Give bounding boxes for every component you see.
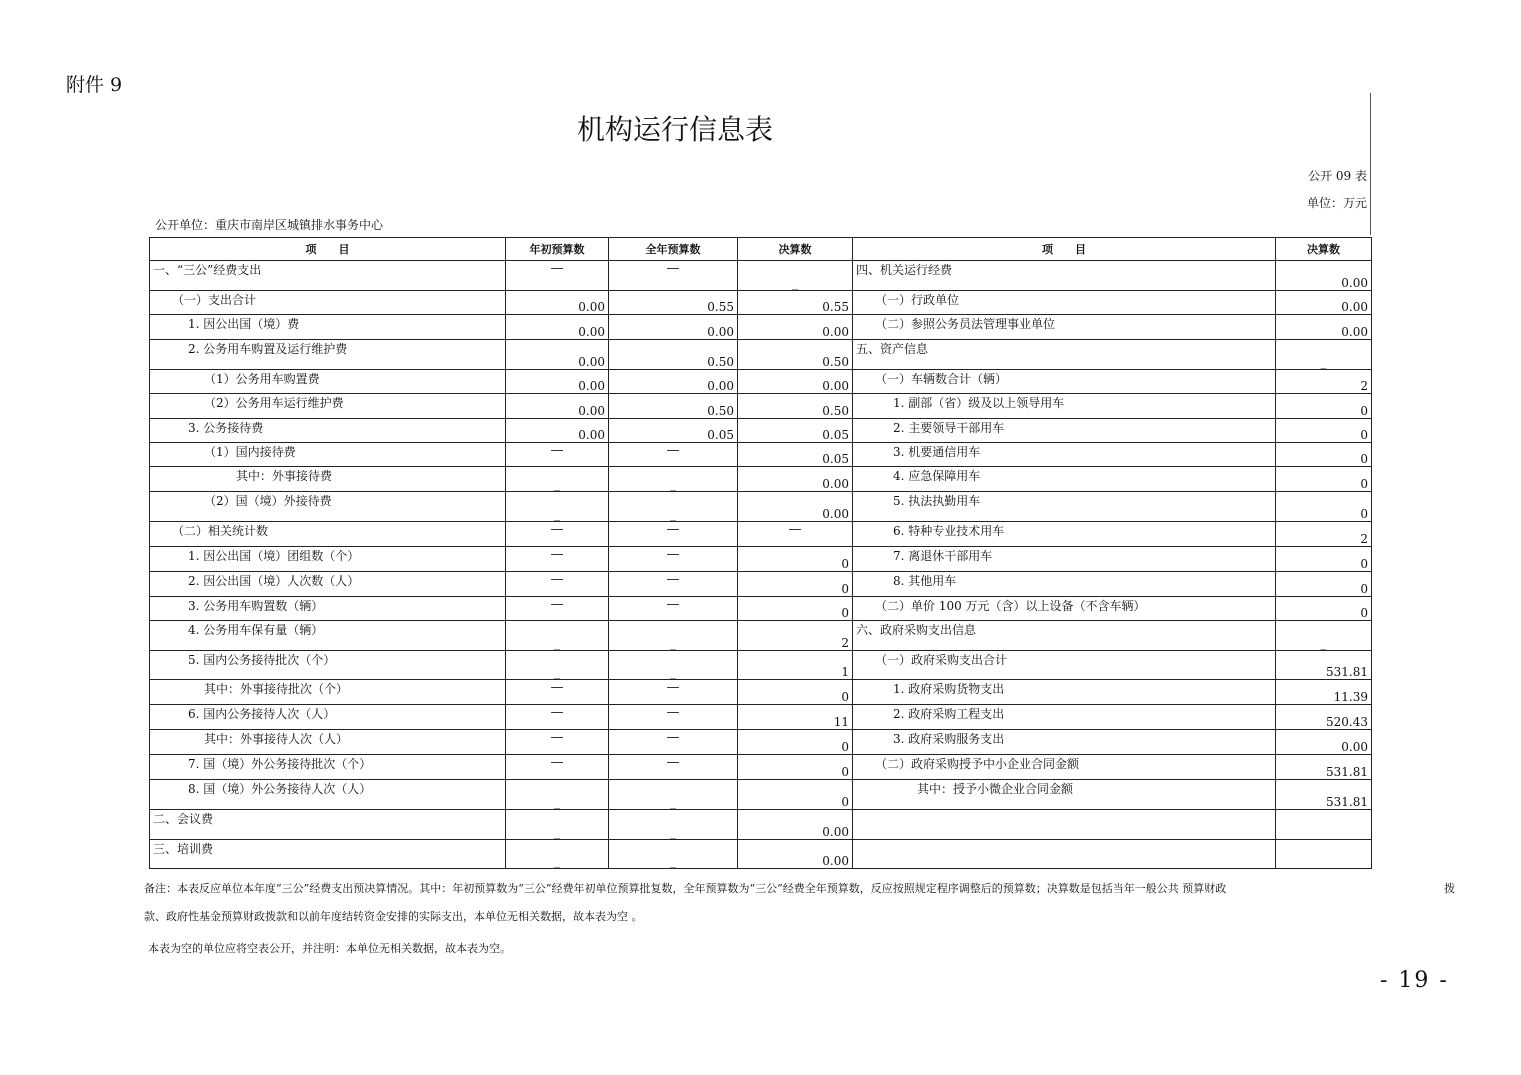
row-budget-full: — — [609, 705, 738, 730]
row-budget-initial: 0.00 — [506, 394, 609, 419]
row-budget-initial: _ — [506, 621, 609, 651]
row-right-final — [1276, 840, 1372, 869]
row-right-item-label: 1. 政府采购货物支出 — [853, 680, 1276, 705]
row-right-final: _ — [1276, 621, 1372, 651]
row-budget-full: — — [609, 680, 738, 705]
row-final: 0 — [738, 680, 853, 705]
row-right-final: 520.43 — [1276, 705, 1372, 730]
table-row — [150, 492, 1372, 522]
row-item-label: 7. 国（境）外公务接待批次（个） — [150, 755, 506, 780]
row-final: 0.05 — [738, 443, 853, 467]
row-final: 0 — [738, 730, 853, 755]
row-right-item-label: 2. 主要领导干部用车 — [853, 419, 1276, 443]
row-final: 0.55 — [738, 291, 853, 315]
row-item-label: 3. 公务用车购置数（辆） — [150, 597, 506, 621]
row-right-item-label: 4. 应急保障用车 — [853, 467, 1276, 492]
row-right-final: _ — [1276, 340, 1372, 370]
row-budget-initial: — — [506, 547, 609, 572]
row-right-item-label: （一）车辆数合计（辆） — [853, 370, 1276, 394]
note-line-2: 款、政府性基金预算财政拨款和以前年度结转资金安排的实际支出，本单位无相关数据，故本表为空 。 — [144, 910, 643, 923]
table-row — [150, 755, 1372, 780]
row-right-item-label: 五、资产信息 — [853, 340, 1276, 370]
row-budget-full: — — [609, 597, 738, 621]
page-number: - 19 - — [1380, 968, 1449, 993]
row-right-final: 0 — [1276, 597, 1372, 621]
organization-label: 公开单位：重庆市南岸区城镇排水事务中心 — [155, 218, 384, 232]
row-budget-full: 0.00 — [609, 315, 738, 340]
row-budget-full: _ — [609, 467, 738, 492]
table-row — [150, 810, 1372, 840]
note-line-1 — [144, 880, 1464, 896]
table-row — [150, 340, 1372, 370]
row-budget-full: — — [609, 547, 738, 572]
row-item-label: 二、会议费 — [150, 810, 506, 840]
row-right-item-label: 其中：授予小微企业合同金额 — [853, 780, 1276, 810]
row-item-label: （一）支出合计 — [150, 291, 506, 315]
row-final: _ — [738, 261, 853, 291]
row-right-item-label — [853, 810, 1276, 840]
table-row — [150, 467, 1372, 492]
row-budget-initial: — — [506, 572, 609, 597]
row-final: 0 — [738, 597, 853, 621]
row-item-label: 6. 国内公务接待人次（人） — [150, 705, 506, 730]
info-table — [149, 237, 1372, 869]
row-right-item-label — [853, 840, 1276, 869]
row-budget-full: — — [609, 755, 738, 780]
row-right-final: 0 — [1276, 572, 1372, 597]
row-right-item-label: 3. 政府采购服务支出 — [853, 730, 1276, 755]
row-budget-initial: — — [506, 261, 609, 291]
row-final: 0.50 — [738, 394, 853, 419]
row-budget-full: _ — [609, 780, 738, 810]
note-line-1-text: 备注：本表反应单位本年度“三公”经费支出预决算情况。其中：年初预算数为“三公”经费年初单位预算批复数，全年预算数为“三公”经费全年预算数，反应按照规定程序调整后的预算数；决算数是包括当年一般公共 预算财政 — [144, 882, 1227, 895]
row-final: 0 — [738, 755, 853, 780]
table-row — [150, 419, 1372, 443]
row-budget-full: _ — [609, 621, 738, 651]
row-right-item-label: （二）单价 100 万元（含）以上设备（不含车辆） — [853, 597, 1276, 621]
row-right-item-label: （二）政府采购授予中小企业合同金额 — [853, 755, 1276, 780]
row-final: 11 — [738, 705, 853, 730]
row-right-final: 0 — [1276, 443, 1372, 467]
row-item-label: （二）相关统计数 — [150, 522, 506, 547]
row-right-item-label: 2. 政府采购工程支出 — [853, 705, 1276, 730]
row-item-label: 一、“三公”经费支出 — [150, 261, 506, 291]
table-row — [150, 443, 1372, 467]
row-right-final: 2 — [1276, 370, 1372, 394]
row-right-final: 0 — [1276, 394, 1372, 419]
header-budget-full: 全年预算数 — [609, 238, 738, 261]
row-budget-initial: — — [506, 680, 609, 705]
row-right-item-label: 6. 特种专业技术用车 — [853, 522, 1276, 547]
page-title: 机构运行信息表 — [576, 113, 773, 146]
row-final: 1 — [738, 651, 853, 680]
row-item-label: （1）国内接待费 — [150, 443, 506, 467]
row-right-item-label: 3. 机要通信用车 — [853, 443, 1276, 467]
row-budget-full: 0.55 — [609, 291, 738, 315]
row-item-label: 4. 公务用车保有量（辆） — [150, 621, 506, 651]
row-final: 0.00 — [738, 492, 853, 522]
row-right-item-label: 8. 其他用车 — [853, 572, 1276, 597]
table-header-row — [150, 238, 1372, 261]
row-budget-full: — — [609, 522, 738, 547]
row-budget-initial: 0.00 — [506, 370, 609, 394]
row-budget-full: _ — [609, 840, 738, 869]
attachment-label: 附件 9 — [66, 74, 123, 96]
row-item-label: 1. 因公出国（境）团组数（个） — [150, 547, 506, 572]
row-right-item-label: （一）政府采购支出合计 — [853, 651, 1276, 680]
row-final: 0 — [738, 547, 853, 572]
row-right-item-label: 5. 执法执勤用车 — [853, 492, 1276, 522]
row-budget-full: _ — [609, 651, 738, 680]
row-right-item-label: 四、机关运行经费 — [853, 261, 1276, 291]
table-row — [150, 780, 1372, 810]
row-final: 0 — [738, 780, 853, 810]
row-right-final: 0.00 — [1276, 315, 1372, 340]
header-item-right: 项 目 — [853, 238, 1276, 261]
table-row — [150, 547, 1372, 572]
table-row — [150, 370, 1372, 394]
table-row — [150, 394, 1372, 419]
row-final: — — [738, 522, 853, 547]
row-budget-full: — — [609, 261, 738, 291]
row-final: 0.00 — [738, 315, 853, 340]
row-item-label: 2. 因公出国（境）人次数（人） — [150, 572, 506, 597]
row-right-item-label: 六、政府采购支出信息 — [853, 621, 1276, 651]
row-item-label: 其中：外事接待费 — [150, 467, 506, 492]
row-final: 0 — [738, 572, 853, 597]
row-budget-initial: 0.00 — [506, 419, 609, 443]
row-right-final: 0 — [1276, 492, 1372, 522]
row-final: 0.05 — [738, 419, 853, 443]
unit-label: 单位：万元 — [1306, 196, 1367, 210]
row-item-label: 8. 国（境）外公务接待人次（人） — [150, 780, 506, 810]
row-budget-full: 0.05 — [609, 419, 738, 443]
table-row — [150, 522, 1372, 547]
row-right-final: 531.81 — [1276, 755, 1372, 780]
row-item-label: 三、培训费 — [150, 840, 506, 869]
row-budget-full: 0.50 — [609, 340, 738, 370]
row-final: 0.00 — [738, 810, 853, 840]
row-item-label: 1. 因公出国（境）费 — [150, 315, 506, 340]
row-budget-initial: _ — [506, 780, 609, 810]
margin-line — [1370, 93, 1371, 235]
row-budget-initial: — — [506, 443, 609, 467]
row-budget-full: — — [609, 572, 738, 597]
row-right-final: 0 — [1276, 467, 1372, 492]
table-row — [150, 621, 1372, 651]
table-row — [150, 680, 1372, 705]
row-right-final: 2 — [1276, 522, 1372, 547]
row-right-final — [1276, 810, 1372, 840]
header-item: 项 目 — [150, 238, 506, 261]
table-row — [150, 705, 1372, 730]
note-line-1-tail: 拨 — [1444, 882, 1455, 895]
table-row — [150, 840, 1372, 869]
row-right-final: 0.00 — [1276, 261, 1372, 291]
row-budget-initial: — — [506, 755, 609, 780]
row-item-label: （2）国（境）外接待费 — [150, 492, 506, 522]
header-final: 决算数 — [738, 238, 853, 261]
row-right-item-label: （二）参照公务员法管理事业单位 — [853, 315, 1276, 340]
row-budget-full: _ — [609, 492, 738, 522]
header-final-right: 决算数 — [1276, 238, 1372, 261]
table-row — [150, 291, 1372, 315]
row-right-item-label: （一）行政单位 — [853, 291, 1276, 315]
row-final: 0.00 — [738, 370, 853, 394]
row-final: 2 — [738, 621, 853, 651]
row-right-final: 11.39 — [1276, 680, 1372, 705]
row-right-final: 531.81 — [1276, 780, 1372, 810]
row-budget-initial: _ — [506, 810, 609, 840]
table-row — [150, 597, 1372, 621]
row-budget-initial: _ — [506, 651, 609, 680]
row-budget-full: — — [609, 730, 738, 755]
table-row — [150, 730, 1372, 755]
row-right-final: 531.81 — [1276, 651, 1372, 680]
row-budget-initial: _ — [506, 840, 609, 869]
table-row — [150, 261, 1372, 291]
row-right-item-label: 7. 离退休干部用车 — [853, 547, 1276, 572]
row-right-final: 0 — [1276, 419, 1372, 443]
row-right-item-label: 1. 副部（省）级及以上领导用车 — [853, 394, 1276, 419]
table-row — [150, 572, 1372, 597]
row-item-label: （1）公务用车购置费 — [150, 370, 506, 394]
header-budget-initial: 年初预算数 — [506, 238, 609, 261]
form-number: 公开 09 表 — [1308, 169, 1367, 183]
row-item-label: 5. 国内公务接待批次（个） — [150, 651, 506, 680]
note-line-3: 本表为空的单位应将空表公开，并注明：本单位无相关数据，故本表为空。 — [148, 942, 511, 955]
row-budget-full: _ — [609, 810, 738, 840]
table-row — [150, 651, 1372, 680]
row-budget-initial: — — [506, 597, 609, 621]
row-right-final: 0.00 — [1276, 291, 1372, 315]
row-item-label: （2）公务用车运行维护费 — [150, 394, 506, 419]
row-final: 0.50 — [738, 340, 853, 370]
row-budget-initial: 0.00 — [506, 340, 609, 370]
row-right-final: 0.00 — [1276, 730, 1372, 755]
row-final: 0.00 — [738, 840, 853, 869]
row-budget-full: 0.50 — [609, 394, 738, 419]
row-budget-initial: — — [506, 522, 609, 547]
row-item-label: 其中：外事接待批次（个） — [150, 680, 506, 705]
row-budget-full: 0.00 — [609, 370, 738, 394]
row-budget-initial: 0.00 — [506, 315, 609, 340]
row-item-label: 其中：外事接待人次（人） — [150, 730, 506, 755]
row-budget-initial: 0.00 — [506, 291, 609, 315]
row-budget-initial: — — [506, 730, 609, 755]
row-item-label: 3. 公务接待费 — [150, 419, 506, 443]
row-budget-initial: _ — [506, 467, 609, 492]
table-body — [150, 261, 1372, 869]
row-budget-full: — — [609, 443, 738, 467]
row-item-label: 2. 公务用车购置及运行维护费 — [150, 340, 506, 370]
row-right-final: 0 — [1276, 547, 1372, 572]
row-budget-initial: _ — [506, 492, 609, 522]
row-final: 0.00 — [738, 467, 853, 492]
row-budget-initial: — — [506, 705, 609, 730]
table-row — [150, 315, 1372, 340]
